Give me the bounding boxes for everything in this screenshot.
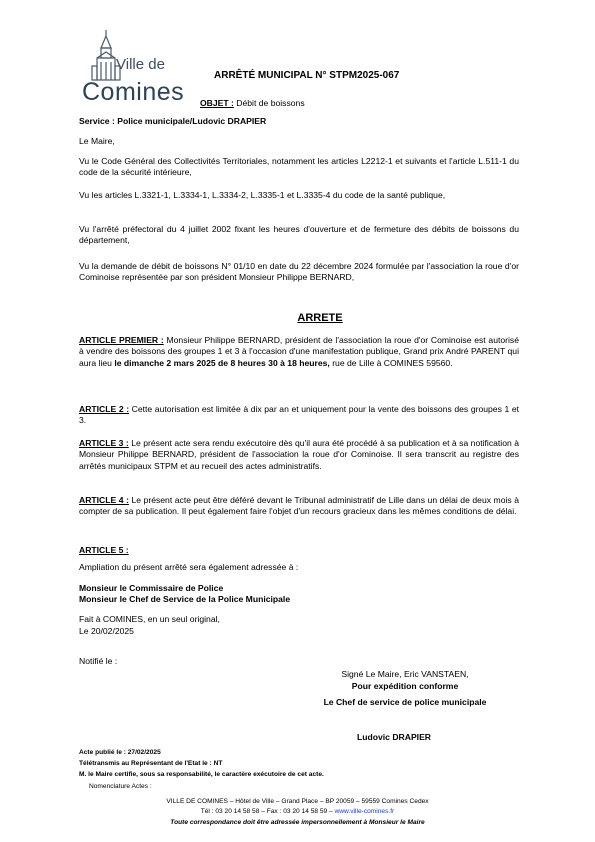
objet-label: OBJET : [200, 98, 234, 108]
article-1 [79, 335, 519, 369]
article-1-date: le dimanche 2 mars 2025 de 8 heures 30 à 18 heures, [114, 357, 330, 368]
recipient-1: Monsieur le Commissaire de Police [79, 583, 224, 593]
article-4 [79, 495, 519, 518]
nomenclature: Nomenclature Actes : [89, 783, 152, 790]
teletransmis: Télétransmis au Représentant de l'Etat le : NT [79, 760, 223, 767]
article-1-label: ARTICLE PREMIER : [79, 335, 164, 345]
logo-line2: Comines [82, 78, 185, 106]
page-title: ARRÊTÉ MUNICIPAL N° STPM2025-067 [214, 70, 400, 81]
article-5-label: ARTICLE 5 : [79, 545, 129, 555]
service-line: Service : Police municipale/Ludovic DRAPIER [79, 116, 267, 126]
greeting: Le Maire, [79, 136, 115, 146]
footer-address: VILLE DE COMINES – Hôtel de Ville – Grand Place – BP 20059 – 59559 Comines Cedex [166, 798, 429, 805]
vu-paragraph-4: Vu la demande de débit de boissons N° 01/10 en date du 22 décembre 2024 formulée par l'association la roue d'or Cominoise représentée par son président Monsieur Philippe BERNARD, [79, 261, 519, 283]
vu-paragraph-2: Vu les articles L.3321-1, L.3334-1, L.3334-2, L.3335-1 et L.3335-4 du code de la santé publique, [79, 190, 446, 200]
footer-website-link[interactable]: www.ville-comines.fr [334, 808, 395, 815]
article-4-text: Le présent acte peut être déféré devant le Tribunal administratif de Lille dans un délai de deux mois à compter de sa publication. Il peut également faire l'objet d'un recours gracieux dans les mêmes conditions de délai. [79, 495, 520, 517]
article-4-label: ARTICLE 4 : [79, 495, 129, 505]
signature-line-2: Pour expédition conforme [351, 681, 459, 691]
article-3-label: ARTICLE 3 : [79, 438, 129, 448]
article-2 [79, 404, 519, 427]
arrete-heading: ARRETE [297, 312, 343, 324]
article-5-text: Ampliation du présent arrêté sera également adressée à : [79, 562, 299, 572]
logo-line1: Ville de [116, 56, 165, 73]
signature-line-1: Signé Le Maire, Eric VANSTAEN, [341, 669, 469, 679]
acte-publie: Acte publié le : 27/02/2025 [79, 749, 161, 756]
signature-line-3: Le Chef de service de police municipale [323, 697, 487, 707]
objet-value: Débit de boissons [236, 98, 305, 108]
signature-block [260, 668, 550, 708]
article-2-text: Cette autorisation est limitée à dix par an et uniquement pour la vente des boissons des groupes 1 et 3. [79, 404, 520, 426]
comines-logo [82, 28, 190, 108]
article-5 [79, 545, 519, 556]
footer-phone-fax: Tél : 03 20 14 58 58 – Fax : 03 20 14 58 59 – [200, 808, 335, 815]
certification: M. le Maire certifie, sous sa responsabilité, le caractère exécutoire de cet acte. [79, 771, 324, 778]
article-1-end: rue de Lille à COMINES 59560. [329, 357, 453, 368]
signatory-name: Ludovic DRAPIER [357, 732, 432, 742]
article-2-label: ARTICLE 2 : [79, 404, 130, 414]
fait-a: Fait à COMINES, en un seul original, [79, 614, 220, 624]
vu-paragraph-1: Vu le Code Général des Collectivités Territoriales, notamment les articles L2212-1 et suivants et l'article L.511-1 du code de la sécurité intérieure, [79, 156, 519, 178]
recipient-2: Monsieur le Chef de Service de la Police Municipale [79, 594, 291, 604]
footer-notice: Toute correspondance doit être adressée impersonnellement à Monsieur le Maire [170, 819, 425, 826]
date: Le 20/02/2025 [79, 626, 134, 636]
vu-paragraph-3: Vu l'arrêté préfectoral du 4 juillet 2002 fixant les heures d'ouverture et de fermeture des débits de boissons du département, [79, 224, 519, 246]
article-3 [79, 438, 519, 472]
footer-contact [0, 807, 595, 816]
article-3-text: Le présent acte sera rendu exécutoire dès qu'il aura été procédé à sa publication et à sa notification à Monsieur Philippe BERNARD, président de l'association la roue d'or Cominoise. Il sera transcrit au registre des arrêtés municipaux STPM et au recueil des actes administratifs. [79, 438, 519, 471]
article-1-text: Monsieur Philippe BERNARD, président de l'association la roue d'or Cominoise est autorisé à vendre des boissons des groupes 1 et 3 à l'occasion d'une manifestation publique, Grand prix André PARENT qui aura lieu [79, 335, 519, 368]
objet-line [200, 98, 305, 108]
notifie-le: Notifié le : [79, 656, 118, 666]
